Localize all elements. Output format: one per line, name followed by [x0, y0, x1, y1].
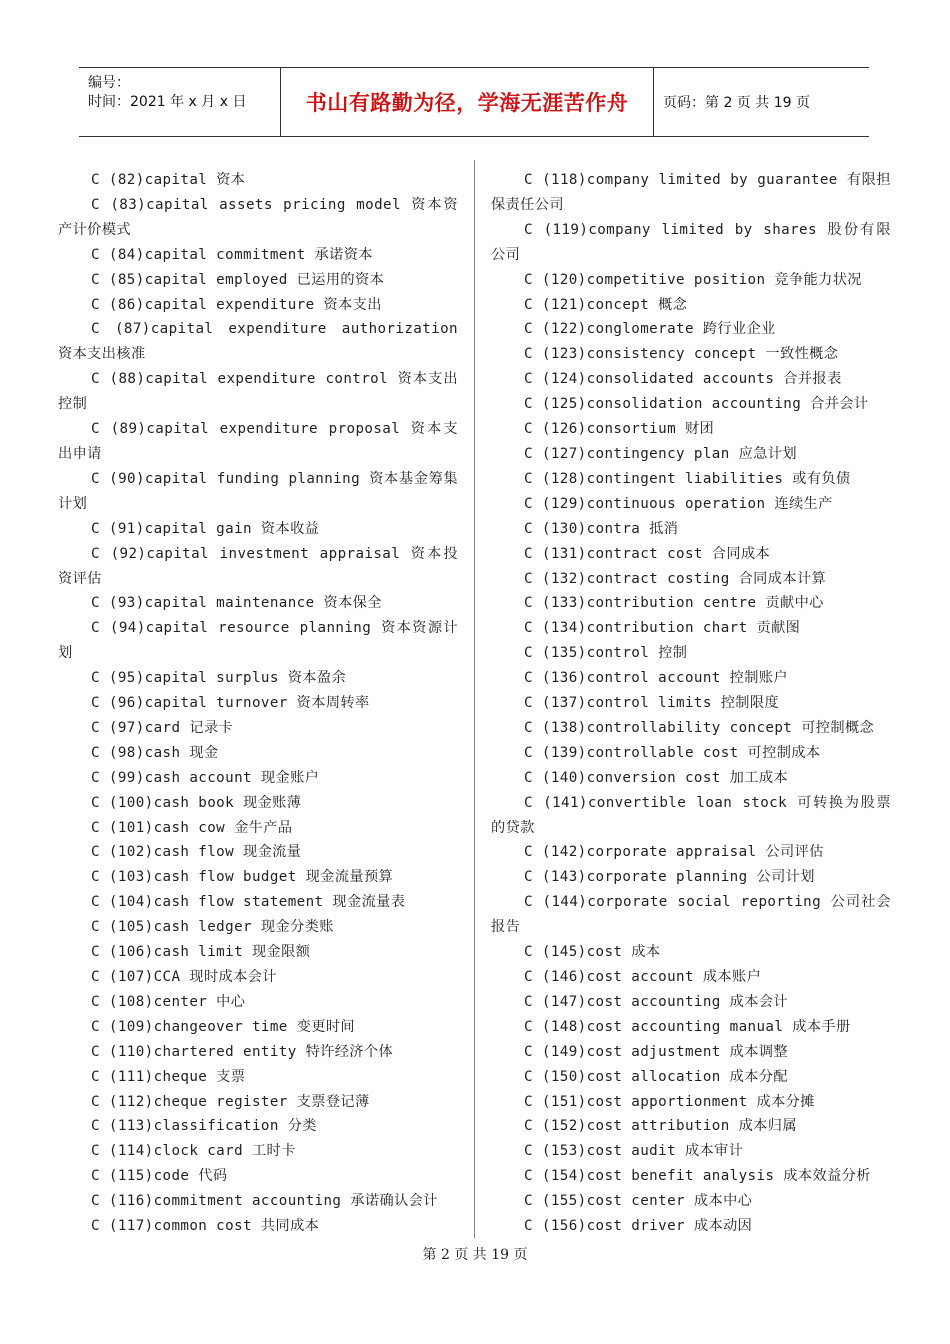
- glossary-entry: C (118)company limited by guarantee 有限担保责任公司: [491, 172, 891, 213]
- glossary-entry: C (102)cash flow 现金流量: [91, 844, 302, 861]
- glossary-entry: C (105)cash ledger 现金分类账: [91, 919, 334, 936]
- glossary-entry: C (131)contract cost 合同成本: [524, 545, 771, 562]
- glossary-entry: C (98)cash 现金: [91, 744, 219, 761]
- glossary-entry: C (82)capital 资本: [91, 172, 246, 188]
- glossary-entry: C (119)company limited by shares 股份有限公司: [491, 221, 891, 263]
- glossary-entry: C (141)convertible loan stock 可转换为股票的贷款: [491, 794, 891, 836]
- glossary-entry: C (107)CCA 现时成本会计: [91, 969, 277, 985]
- glossary-entry: C (145)cost 成本: [524, 944, 661, 961]
- glossary-entry: C (91)capital gain 资本收益: [91, 520, 320, 537]
- glossary-entry: C (121)concept 概念: [524, 296, 688, 313]
- glossary-entry: C (133)contribution centre 贡献中心: [524, 595, 824, 612]
- glossary-entry: C (155)cost center 成本中心: [524, 1193, 753, 1210]
- glossary-entry: C (112)cheque register 支票登记薄: [91, 1093, 370, 1110]
- glossary-entry: C (151)cost apportionment 成本分摊: [524, 1093, 815, 1110]
- glossary-entry: C (150)cost allocation 成本分配: [524, 1068, 789, 1085]
- glossary-entry: C (111)cheque 支票: [91, 1068, 246, 1085]
- glossary-entry: C (109)changeover time 变更时间: [91, 1018, 356, 1035]
- glossary-entry: C (97)card 记录卡: [91, 719, 234, 736]
- glossary-entry: C (88)capital expenditure control 资本支出控制: [58, 371, 458, 413]
- glossary-entry: C (125)consolidation accounting 合并会计: [524, 396, 869, 413]
- glossary-entry: C (128)contingent liabilities 或有负债: [524, 470, 851, 487]
- page-header: [79, 67, 869, 137]
- glossary-entry: C (122)conglomerate 跨行业企业: [524, 321, 776, 338]
- glossary-entry: C (110)chartered entity 特许经济个体: [91, 1043, 394, 1060]
- glossary-entry: C (132)contract costing 合同成本计算: [524, 570, 827, 587]
- glossary-entry: C (116)commitment accounting 承诺确认会计: [91, 1193, 438, 1210]
- glossary-entry: C (136)control account 控制账户: [524, 670, 789, 687]
- glossary-entry: C (108)center 中心: [91, 993, 246, 1010]
- glossary-entry: C (86)capital expenditure 资本支出: [91, 296, 382, 313]
- glossary-entry: C (137)control limits 控制限度: [524, 695, 780, 712]
- glossary-entry: C (143)corporate planning 公司计划: [524, 869, 815, 886]
- glossary-entry: C (96)capital turnover 资本周转率: [91, 695, 370, 712]
- glossary-column-left: [58, 168, 458, 1239]
- glossary-column-right: [491, 168, 891, 1239]
- glossary-entry: C (134)contribution chart 贡献图: [524, 620, 801, 637]
- glossary-entry: C (123)consistency concept 一致性概念: [524, 346, 839, 363]
- glossary-entry: C (87)capital expenditure authorization 资本支出核准: [58, 321, 458, 363]
- glossary-entry: C (138)controllability concept 可控制概念: [524, 719, 875, 736]
- glossary-entry: C (115)code 代码: [91, 1168, 228, 1185]
- glossary-entry: C (101)cash cow 金牛产品: [91, 819, 293, 836]
- glossary-entry: C (149)cost adjustment 成本调整: [524, 1043, 789, 1060]
- glossary-entry: C (84)capital commitment 承诺资本: [91, 246, 373, 263]
- glossary-entry: C (147)cost accounting 成本会计: [524, 993, 789, 1010]
- glossary-entry: C (130)contra 抵消: [524, 520, 679, 537]
- glossary-entry: C (93)capital maintenance 资本保全: [91, 595, 382, 612]
- glossary-entry: C (113)classification 分类: [91, 1118, 317, 1135]
- glossary-entry: C (139)controllable cost 可控制成本: [524, 744, 821, 761]
- column-divider: [474, 160, 475, 1238]
- glossary-entry: C (90)capital funding planning 资本基金筹集计划: [58, 470, 458, 512]
- glossary-entry: C (104)cash flow statement 现金流量表: [91, 894, 406, 911]
- glossary-entry: C (127)contingency plan 应急计划: [524, 445, 797, 462]
- glossary-entry: C (140)conversion cost 加工成本: [524, 769, 789, 786]
- glossary-entry: C (154)cost benefit analysis 成本效益分析: [524, 1168, 871, 1185]
- glossary-entry: C (103)cash flow budget 现金流量预算: [91, 869, 394, 886]
- glossary-entry: C (114)clock card 工时卡: [91, 1143, 296, 1160]
- glossary-entry: C (153)cost audit 成本审计: [524, 1143, 744, 1160]
- glossary-entry: C (117)common cost 共同成本: [91, 1218, 320, 1235]
- glossary-entry: C (92)capital investment appraisal 资本投资评估: [58, 545, 458, 587]
- glossary-entry: C (152)cost attribution 成本归属: [524, 1118, 797, 1135]
- header-page-number: 页码：第 2 页 共 19 页: [663, 95, 810, 111]
- document-number-label: 编号：: [88, 75, 130, 91]
- header-meta: [79, 68, 281, 136]
- glossary-entry: C (94)capital resource planning 资本资源计划: [58, 620, 458, 662]
- glossary-entry: C (85)capital employed 已运用的资本: [91, 271, 385, 288]
- glossary-entry: C (99)cash account 现金账户: [91, 769, 320, 786]
- document-date: 时间：2021 年 x 月 x 日: [88, 94, 247, 110]
- glossary-entry: C (156)cost driver 成本动因: [524, 1218, 753, 1235]
- glossary-entry: C (89)capital expenditure proposal 资本支出申请: [58, 421, 458, 462]
- glossary-entry: C (146)cost account 成本账户: [524, 969, 762, 985]
- glossary-entry: C (83)capital assets pricing model 资本资产计价模式: [58, 196, 458, 238]
- page-footer: 第 2 页 共 19 页: [422, 1247, 528, 1263]
- glossary-entry: C (148)cost accounting manual 成本手册: [524, 1018, 851, 1035]
- glossary-entry: C (142)corporate appraisal 公司评估: [524, 844, 824, 861]
- glossary-entry: C (106)cash limit 现金限额: [91, 944, 311, 961]
- glossary-entry: C (124)consolidated accounts 合并报表: [524, 371, 842, 388]
- glossary-entry: C (135)control 控制: [524, 645, 688, 662]
- glossary-entry: C (120)competitive position 竞争能力状况: [524, 271, 862, 288]
- glossary-entry: C (126)consortium 财团: [524, 421, 715, 438]
- glossary-entry: C (100)cash book 现金账薄: [91, 794, 302, 811]
- glossary-entry: C (95)capital surplus 资本盈余: [91, 670, 347, 687]
- glossary-entry: C (144)corporate social reporting 公司社会报告: [491, 894, 891, 936]
- glossary-entry: C (129)continuous operation 连续生产: [524, 495, 833, 512]
- header-motto: 书山有路勤为径，学海无涯苦作舟: [281, 68, 654, 136]
